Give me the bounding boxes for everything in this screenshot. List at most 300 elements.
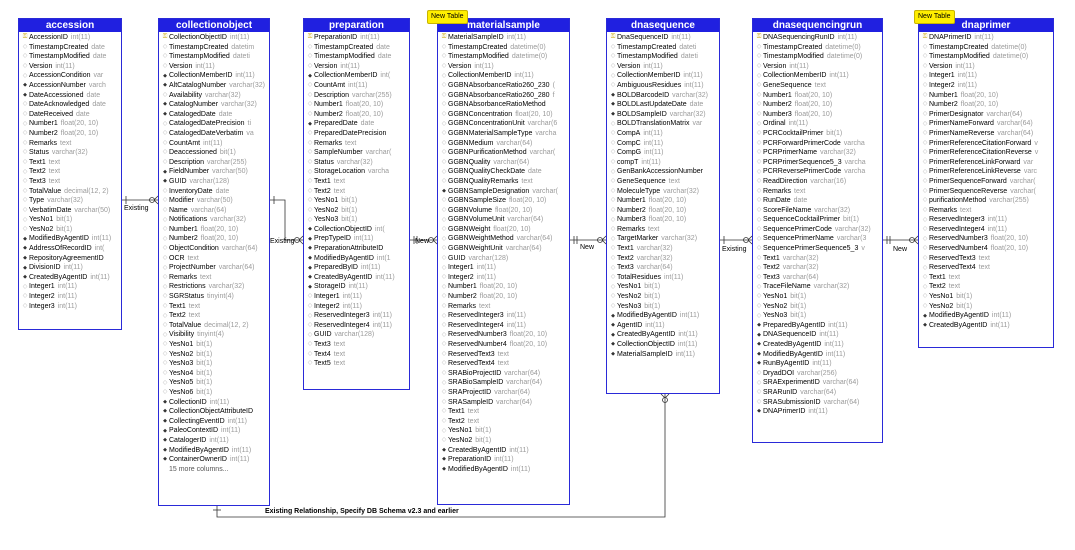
table-column[interactable] bbox=[440, 215, 568, 225]
table-column[interactable] bbox=[161, 43, 268, 53]
table-column[interactable] bbox=[440, 206, 568, 216]
table-column[interactable] bbox=[306, 234, 408, 244]
column-type: varchar(64) bbox=[504, 369, 541, 377]
table-column[interactable] bbox=[161, 254, 268, 264]
relationship-label: Existing bbox=[722, 246, 747, 253]
table-column[interactable] bbox=[755, 244, 881, 254]
table-column[interactable] bbox=[609, 302, 718, 312]
table-column[interactable] bbox=[755, 119, 881, 129]
table-column[interactable] bbox=[755, 330, 881, 340]
table-column[interactable] bbox=[921, 148, 1052, 158]
table-column[interactable] bbox=[440, 129, 568, 139]
table-column[interactable] bbox=[755, 196, 881, 206]
table-column[interactable] bbox=[21, 33, 120, 43]
table-column[interactable] bbox=[440, 119, 568, 129]
table-column[interactable] bbox=[161, 407, 268, 417]
table-column[interactable] bbox=[161, 91, 268, 101]
table-column[interactable] bbox=[161, 388, 268, 398]
table-column[interactable] bbox=[440, 426, 568, 436]
column-type: int(11) bbox=[506, 312, 526, 320]
table-column[interactable] bbox=[440, 302, 568, 312]
column-icon: ◇ bbox=[162, 331, 168, 338]
table-column[interactable] bbox=[755, 234, 881, 244]
column-type: text bbox=[48, 158, 61, 166]
table-column[interactable] bbox=[755, 177, 881, 187]
table-column[interactable] bbox=[755, 388, 881, 398]
table-column[interactable] bbox=[161, 52, 268, 62]
table-column[interactable] bbox=[755, 254, 881, 264]
table-column[interactable] bbox=[609, 129, 718, 139]
column-name: DnaSequenceID bbox=[617, 34, 669, 41]
table-column[interactable] bbox=[440, 52, 568, 62]
column-type: ( bbox=[552, 81, 555, 89]
table-column[interactable] bbox=[161, 292, 268, 302]
table-column[interactable] bbox=[306, 43, 408, 53]
column-type: int(11) bbox=[514, 72, 534, 80]
table-column[interactable] bbox=[306, 100, 408, 110]
table-column[interactable] bbox=[21, 100, 120, 110]
table-column[interactable] bbox=[609, 119, 718, 129]
table-column[interactable] bbox=[161, 321, 268, 331]
table-column[interactable] bbox=[755, 340, 881, 350]
table-column[interactable] bbox=[609, 177, 718, 187]
table-column[interactable] bbox=[21, 177, 120, 187]
table-column[interactable] bbox=[21, 119, 120, 129]
table-column[interactable] bbox=[161, 455, 268, 465]
column-name: ScoreFileName bbox=[763, 206, 812, 214]
table-column[interactable] bbox=[440, 254, 568, 264]
table-column[interactable] bbox=[440, 187, 568, 197]
table-column[interactable] bbox=[755, 273, 881, 283]
table-column[interactable] bbox=[921, 52, 1052, 62]
table-column[interactable] bbox=[306, 273, 408, 283]
table-column[interactable] bbox=[609, 225, 718, 235]
table-column[interactable] bbox=[609, 196, 718, 206]
table-column[interactable] bbox=[161, 62, 268, 72]
table-column[interactable] bbox=[609, 33, 718, 43]
table-column[interactable] bbox=[921, 167, 1052, 177]
table-column[interactable] bbox=[755, 100, 881, 110]
table-column[interactable] bbox=[755, 158, 881, 168]
table-column[interactable] bbox=[755, 187, 881, 197]
table-column[interactable] bbox=[921, 225, 1052, 235]
table-column[interactable] bbox=[755, 129, 881, 139]
table-column[interactable] bbox=[755, 33, 881, 43]
table-column[interactable] bbox=[306, 91, 408, 101]
table-column[interactable] bbox=[306, 187, 408, 197]
table-column[interactable] bbox=[161, 446, 268, 456]
table-column[interactable] bbox=[440, 446, 568, 456]
table-column[interactable] bbox=[21, 110, 120, 120]
table-column[interactable] bbox=[921, 81, 1052, 91]
table-column[interactable] bbox=[609, 110, 718, 120]
table-column[interactable] bbox=[440, 100, 568, 110]
table-column[interactable] bbox=[21, 273, 120, 283]
table-column[interactable] bbox=[306, 292, 408, 302]
table-column[interactable] bbox=[609, 167, 718, 177]
table-column[interactable] bbox=[161, 33, 268, 43]
table-column[interactable] bbox=[440, 196, 568, 206]
table-column[interactable] bbox=[306, 110, 408, 120]
table-column[interactable] bbox=[440, 225, 568, 235]
table-column[interactable] bbox=[306, 148, 408, 158]
table-column[interactable] bbox=[609, 273, 718, 283]
table-column[interactable] bbox=[755, 302, 881, 312]
table-column[interactable] bbox=[609, 148, 718, 158]
column-icon: ◇ bbox=[756, 216, 762, 223]
table-column[interactable] bbox=[440, 139, 568, 149]
table-column[interactable] bbox=[921, 129, 1052, 139]
more-columns-link[interactable] bbox=[161, 465, 268, 475]
table-column[interactable] bbox=[609, 254, 718, 264]
table-column[interactable] bbox=[21, 206, 120, 216]
table-column[interactable] bbox=[21, 148, 120, 158]
table-column[interactable] bbox=[609, 187, 718, 197]
table-column[interactable] bbox=[440, 33, 568, 43]
table-column[interactable] bbox=[161, 234, 268, 244]
table-column[interactable] bbox=[609, 311, 718, 321]
table-column[interactable] bbox=[21, 158, 120, 168]
table-column[interactable] bbox=[440, 398, 568, 408]
table-column[interactable] bbox=[306, 158, 408, 168]
table-column[interactable] bbox=[755, 378, 881, 388]
table-column[interactable] bbox=[440, 71, 568, 81]
column-type: text bbox=[479, 302, 491, 310]
table-column[interactable] bbox=[755, 43, 881, 53]
table-column[interactable] bbox=[609, 62, 718, 72]
table-column[interactable] bbox=[21, 196, 120, 206]
table-accession[interactable] bbox=[18, 18, 122, 330]
table-column[interactable] bbox=[306, 359, 408, 369]
table-column[interactable] bbox=[440, 110, 568, 120]
table-column[interactable] bbox=[440, 350, 568, 360]
table-column[interactable] bbox=[921, 196, 1052, 206]
table-column[interactable] bbox=[21, 215, 120, 225]
table-column[interactable] bbox=[161, 225, 268, 235]
table-column[interactable] bbox=[21, 91, 120, 101]
table-column[interactable] bbox=[755, 398, 881, 408]
table-column[interactable] bbox=[755, 71, 881, 81]
table-column[interactable] bbox=[440, 244, 568, 254]
table-column[interactable] bbox=[161, 340, 268, 350]
table-column[interactable] bbox=[161, 244, 268, 254]
table-column[interactable] bbox=[609, 340, 718, 350]
table-column[interactable] bbox=[609, 292, 718, 302]
table-column[interactable] bbox=[609, 330, 718, 340]
table-column[interactable] bbox=[306, 215, 408, 225]
column-icon: ◇ bbox=[922, 111, 928, 118]
table-column[interactable] bbox=[921, 302, 1052, 312]
table-column[interactable] bbox=[161, 129, 268, 139]
table-column[interactable] bbox=[921, 234, 1052, 244]
table-column[interactable] bbox=[755, 206, 881, 216]
table-column[interactable] bbox=[161, 139, 268, 149]
table-column[interactable] bbox=[609, 43, 718, 53]
table-column[interactable] bbox=[161, 263, 268, 273]
table-column[interactable] bbox=[440, 292, 568, 302]
table-column[interactable] bbox=[440, 321, 568, 331]
table-column[interactable] bbox=[609, 234, 718, 244]
column-name: CollectionObjectID bbox=[314, 225, 372, 233]
table-column[interactable] bbox=[161, 330, 268, 340]
table-collectionobject[interactable] bbox=[158, 18, 270, 506]
table-column[interactable] bbox=[755, 91, 881, 101]
table-column[interactable] bbox=[161, 81, 268, 91]
table-column[interactable] bbox=[609, 71, 718, 81]
table-dnasequencingrun[interactable] bbox=[752, 18, 883, 443]
table-preparation[interactable] bbox=[303, 18, 410, 390]
table-column[interactable] bbox=[306, 196, 408, 206]
table-column[interactable] bbox=[306, 167, 408, 177]
table-column[interactable] bbox=[755, 215, 881, 225]
table-column[interactable] bbox=[440, 407, 568, 417]
table-column[interactable] bbox=[609, 91, 718, 101]
table-column[interactable] bbox=[440, 62, 568, 72]
table-column[interactable] bbox=[921, 119, 1052, 129]
table-column[interactable] bbox=[306, 321, 408, 331]
table-column[interactable] bbox=[21, 187, 120, 197]
table-column[interactable] bbox=[609, 139, 718, 149]
table-column[interactable] bbox=[306, 33, 408, 43]
table-column[interactable] bbox=[306, 330, 408, 340]
table-column[interactable] bbox=[161, 158, 268, 168]
table-column[interactable] bbox=[161, 148, 268, 158]
table-column[interactable] bbox=[755, 311, 881, 321]
column-type: varchar(50) bbox=[74, 206, 111, 214]
table-column[interactable] bbox=[755, 81, 881, 91]
column-type: int(11) bbox=[957, 72, 978, 80]
table-column[interactable] bbox=[755, 369, 881, 379]
table-column[interactable] bbox=[21, 167, 120, 177]
table-column[interactable] bbox=[609, 321, 718, 331]
table-column[interactable] bbox=[440, 417, 568, 427]
table-column[interactable] bbox=[161, 206, 268, 216]
table-column[interactable] bbox=[440, 81, 568, 91]
table-column[interactable] bbox=[440, 148, 568, 158]
table-column[interactable] bbox=[921, 282, 1052, 292]
column-name: PCRCocktailPrimer bbox=[763, 129, 824, 137]
table-dnaprimer[interactable] bbox=[918, 18, 1054, 348]
table-column[interactable] bbox=[161, 110, 268, 120]
table-column[interactable] bbox=[921, 215, 1052, 225]
table-column[interactable] bbox=[755, 282, 881, 292]
table-column[interactable] bbox=[755, 62, 881, 72]
table-column[interactable] bbox=[306, 340, 408, 350]
table-column[interactable] bbox=[161, 187, 268, 197]
table-column[interactable] bbox=[21, 225, 120, 235]
table-dnasequence[interactable] bbox=[606, 18, 720, 394]
table-column[interactable] bbox=[755, 263, 881, 273]
table-column[interactable] bbox=[609, 215, 718, 225]
table-column[interactable] bbox=[440, 465, 568, 475]
table-column[interactable] bbox=[755, 225, 881, 235]
table-column[interactable] bbox=[161, 426, 268, 436]
table-column[interactable] bbox=[161, 302, 268, 312]
table-column[interactable] bbox=[609, 244, 718, 254]
table-column[interactable] bbox=[161, 167, 268, 177]
table-column[interactable] bbox=[440, 177, 568, 187]
table-column[interactable] bbox=[921, 206, 1052, 216]
table-column[interactable] bbox=[609, 158, 718, 168]
table-column[interactable] bbox=[755, 292, 881, 302]
table-column[interactable] bbox=[161, 282, 268, 292]
table-column[interactable] bbox=[755, 148, 881, 158]
table-column[interactable] bbox=[440, 43, 568, 53]
table-column[interactable] bbox=[21, 244, 120, 254]
table-column[interactable] bbox=[21, 43, 120, 53]
table-column[interactable] bbox=[755, 52, 881, 62]
table-column[interactable] bbox=[921, 321, 1052, 331]
table-column[interactable] bbox=[306, 282, 408, 292]
table-column[interactable] bbox=[21, 81, 120, 91]
table-column[interactable] bbox=[921, 263, 1052, 273]
table-column[interactable] bbox=[440, 436, 568, 446]
table-column[interactable] bbox=[161, 311, 268, 321]
table-column[interactable] bbox=[609, 81, 718, 91]
column-icon: ◇ bbox=[441, 139, 447, 146]
table-column[interactable] bbox=[306, 177, 408, 187]
column-icon: ◇ bbox=[922, 130, 928, 137]
table-column[interactable] bbox=[306, 62, 408, 72]
table-column[interactable] bbox=[21, 234, 120, 244]
table-column[interactable] bbox=[306, 81, 408, 91]
table-column[interactable] bbox=[306, 263, 408, 273]
table-column[interactable] bbox=[161, 119, 268, 129]
table-column[interactable] bbox=[306, 302, 408, 312]
table-column[interactable] bbox=[161, 378, 268, 388]
column-icon: ◇ bbox=[610, 178, 616, 185]
table-column[interactable] bbox=[921, 100, 1052, 110]
table-column[interactable] bbox=[755, 321, 881, 331]
column-icon: ◇ bbox=[162, 53, 168, 60]
table-column[interactable] bbox=[21, 71, 120, 81]
table-column[interactable] bbox=[21, 52, 120, 62]
table-column[interactable] bbox=[306, 350, 408, 360]
table-column[interactable] bbox=[306, 244, 408, 254]
table-column[interactable] bbox=[440, 388, 568, 398]
table-column[interactable] bbox=[21, 292, 120, 302]
table-column[interactable] bbox=[306, 254, 408, 264]
table-column[interactable] bbox=[161, 359, 268, 369]
table-column[interactable] bbox=[921, 91, 1052, 101]
column-icon: ◇ bbox=[610, 264, 616, 271]
table-column[interactable] bbox=[306, 206, 408, 216]
table-column[interactable] bbox=[609, 206, 718, 216]
table-column[interactable] bbox=[440, 167, 568, 177]
table-column[interactable] bbox=[440, 340, 568, 350]
table-column[interactable] bbox=[21, 254, 120, 264]
column-name: PrimerReferenceLinkReverse bbox=[929, 168, 1021, 176]
column-type: text bbox=[333, 360, 346, 368]
table-column[interactable] bbox=[609, 100, 718, 110]
column-icon: ◇ bbox=[610, 293, 616, 300]
table-column[interactable] bbox=[21, 139, 120, 149]
table-column[interactable] bbox=[440, 263, 568, 273]
table-column[interactable] bbox=[609, 282, 718, 292]
table-column[interactable] bbox=[306, 225, 408, 235]
table-column[interactable] bbox=[440, 282, 568, 292]
table-column[interactable] bbox=[440, 330, 568, 340]
table-column[interactable] bbox=[21, 302, 120, 312]
index-icon: ◆ bbox=[308, 120, 312, 127]
column-icon: ◇ bbox=[162, 389, 168, 396]
table-column[interactable] bbox=[161, 436, 268, 446]
table-column[interactable] bbox=[21, 282, 120, 292]
table-column[interactable] bbox=[161, 100, 268, 110]
table-column[interactable] bbox=[440, 91, 568, 101]
table-column[interactable] bbox=[609, 263, 718, 273]
table-column[interactable] bbox=[755, 407, 881, 417]
table-column[interactable] bbox=[921, 158, 1052, 168]
table-column[interactable] bbox=[921, 43, 1052, 53]
index-icon: ◆ bbox=[308, 283, 312, 290]
table-column[interactable] bbox=[921, 254, 1052, 264]
table-column[interactable] bbox=[161, 215, 268, 225]
table-column[interactable] bbox=[161, 369, 268, 379]
table-column[interactable] bbox=[755, 110, 881, 120]
table-column[interactable] bbox=[440, 311, 568, 321]
table-column[interactable] bbox=[21, 62, 120, 72]
table-column[interactable] bbox=[161, 417, 268, 427]
table-column[interactable] bbox=[161, 177, 268, 187]
column-type: varcha bbox=[535, 129, 557, 137]
table-column[interactable] bbox=[921, 187, 1052, 197]
table-column[interactable] bbox=[440, 158, 568, 168]
table-column[interactable] bbox=[161, 273, 268, 283]
table-column[interactable] bbox=[440, 455, 568, 465]
table-column[interactable] bbox=[306, 71, 408, 81]
table-column[interactable] bbox=[440, 234, 568, 244]
table-column[interactable] bbox=[755, 350, 881, 360]
table-column[interactable] bbox=[921, 177, 1052, 187]
table-column[interactable] bbox=[21, 129, 120, 139]
table-column[interactable] bbox=[440, 359, 568, 369]
column-name: Integer2 bbox=[29, 293, 55, 301]
table-column[interactable] bbox=[161, 71, 268, 81]
table-column[interactable] bbox=[921, 62, 1052, 72]
table-column[interactable] bbox=[306, 52, 408, 62]
table-column[interactable] bbox=[161, 398, 268, 408]
table-column[interactable] bbox=[921, 110, 1052, 120]
table-column[interactable] bbox=[440, 273, 568, 283]
table-column[interactable] bbox=[21, 263, 120, 273]
table-column[interactable] bbox=[440, 369, 568, 379]
table-column[interactable] bbox=[921, 71, 1052, 81]
table-column[interactable] bbox=[755, 359, 881, 369]
table-column[interactable] bbox=[306, 139, 408, 149]
table-column[interactable] bbox=[306, 311, 408, 321]
table-column[interactable] bbox=[921, 139, 1052, 149]
table-materialsample[interactable] bbox=[437, 18, 570, 505]
table-column[interactable] bbox=[921, 292, 1052, 302]
column-name: Version bbox=[617, 62, 641, 70]
table-column[interactable] bbox=[921, 244, 1052, 254]
table-column[interactable] bbox=[609, 52, 718, 62]
table-column[interactable] bbox=[921, 33, 1052, 43]
table-column[interactable] bbox=[306, 119, 408, 129]
column-name: Number2 bbox=[763, 101, 792, 109]
table-column[interactable] bbox=[609, 350, 718, 360]
table-column[interactable] bbox=[921, 273, 1052, 283]
table-column[interactable] bbox=[161, 350, 268, 360]
table-column[interactable] bbox=[755, 167, 881, 177]
table-column[interactable] bbox=[161, 196, 268, 206]
column-icon: ◇ bbox=[756, 139, 762, 146]
table-column[interactable] bbox=[440, 378, 568, 388]
table-column[interactable] bbox=[921, 311, 1052, 321]
table-column[interactable] bbox=[755, 139, 881, 149]
table-column[interactable] bbox=[306, 129, 408, 139]
